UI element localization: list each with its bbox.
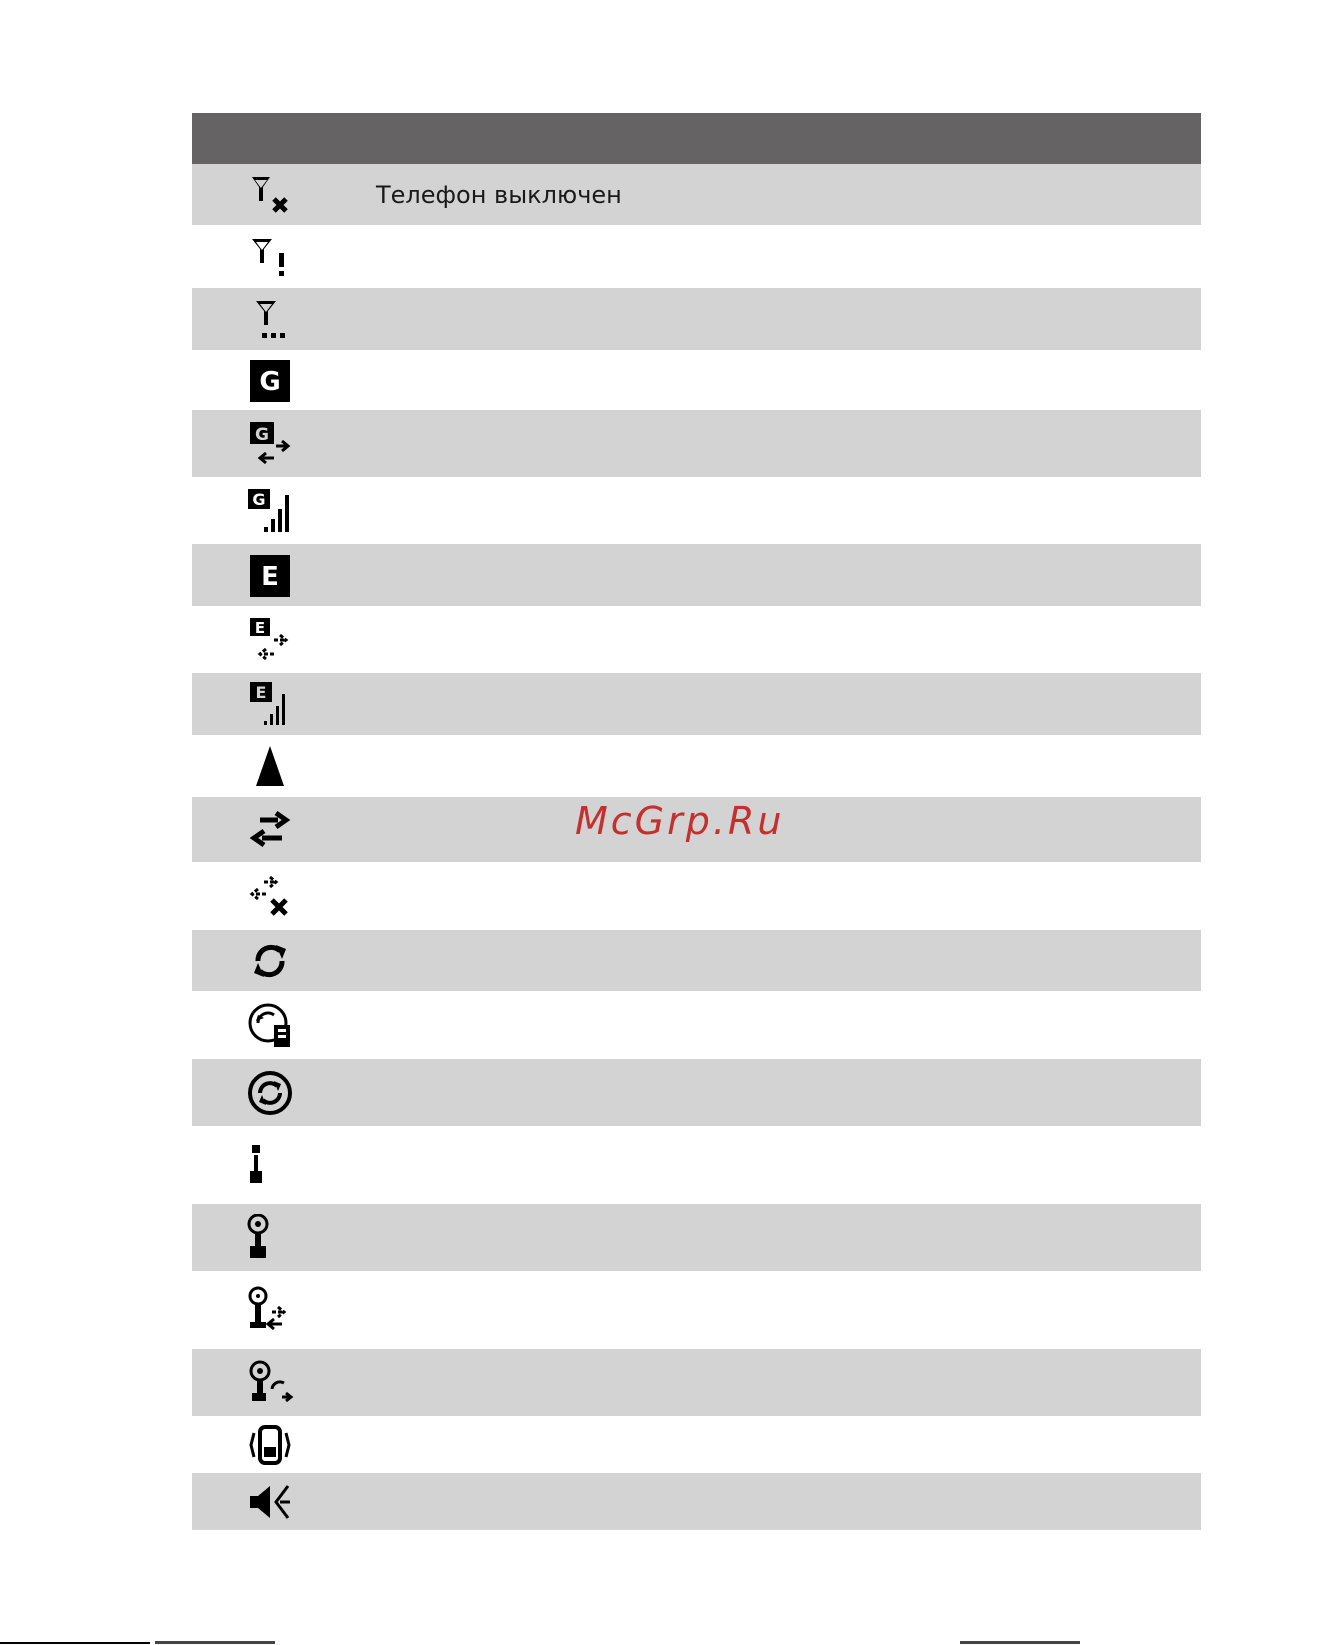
edge-arrows-icon xyxy=(242,606,298,673)
table-row xyxy=(192,544,1201,606)
table-row xyxy=(192,606,1201,673)
table-row xyxy=(192,1416,1201,1473)
wifi-arrows-icon xyxy=(242,1271,298,1349)
table-header xyxy=(192,113,1201,164)
triangle-icon xyxy=(242,735,298,797)
table-row xyxy=(192,225,1201,288)
svg-text:G: G xyxy=(252,489,266,509)
table-row xyxy=(192,164,1201,225)
gprs-arrows-icon xyxy=(242,410,298,477)
svg-text:G: G xyxy=(259,367,281,397)
row-description: Телефон выключен xyxy=(376,180,622,209)
vibrate-icon xyxy=(242,1416,298,1473)
table-row xyxy=(192,735,1201,797)
gprs-signal-icon xyxy=(242,477,298,544)
scan-artifacts xyxy=(0,1640,1339,1645)
table-row xyxy=(192,930,1201,991)
table-row xyxy=(192,673,1201,735)
table-row xyxy=(192,1271,1201,1349)
table-row xyxy=(192,1349,1201,1416)
table-row xyxy=(192,288,1201,350)
speaker-icon xyxy=(242,1473,298,1530)
table-row xyxy=(192,1204,1201,1271)
sync-icon xyxy=(242,930,298,991)
connection-active-icon xyxy=(242,797,298,862)
svg-text:G: G xyxy=(255,424,269,445)
antenna-exclamation-icon xyxy=(242,225,298,288)
antenna-off-icon xyxy=(242,164,298,225)
table-row xyxy=(192,991,1201,1059)
gprs-g-icon xyxy=(242,350,298,410)
table-row xyxy=(192,410,1201,477)
sync-circle-icon xyxy=(242,1059,298,1126)
wifi-tower-icon xyxy=(242,1204,298,1271)
svg-text:E: E xyxy=(254,618,266,637)
watermark: McGrp.Ru xyxy=(575,799,785,843)
edge-signal-icon xyxy=(242,673,298,735)
svg-text:E: E xyxy=(261,562,279,592)
table-row xyxy=(192,350,1201,410)
edge-e-icon xyxy=(242,544,298,606)
antenna-searching-icon xyxy=(242,288,298,350)
table-row xyxy=(192,1059,1201,1126)
table-row xyxy=(192,1126,1201,1204)
sync-doc-icon xyxy=(242,991,298,1059)
wifi-sync-icon xyxy=(242,1349,298,1416)
table-row xyxy=(192,862,1201,930)
svg-text:E: E xyxy=(255,683,267,702)
small-antenna-icon xyxy=(242,1126,298,1204)
table-row xyxy=(192,477,1201,544)
table-row xyxy=(192,1473,1201,1530)
connection-off-icon xyxy=(242,862,298,930)
